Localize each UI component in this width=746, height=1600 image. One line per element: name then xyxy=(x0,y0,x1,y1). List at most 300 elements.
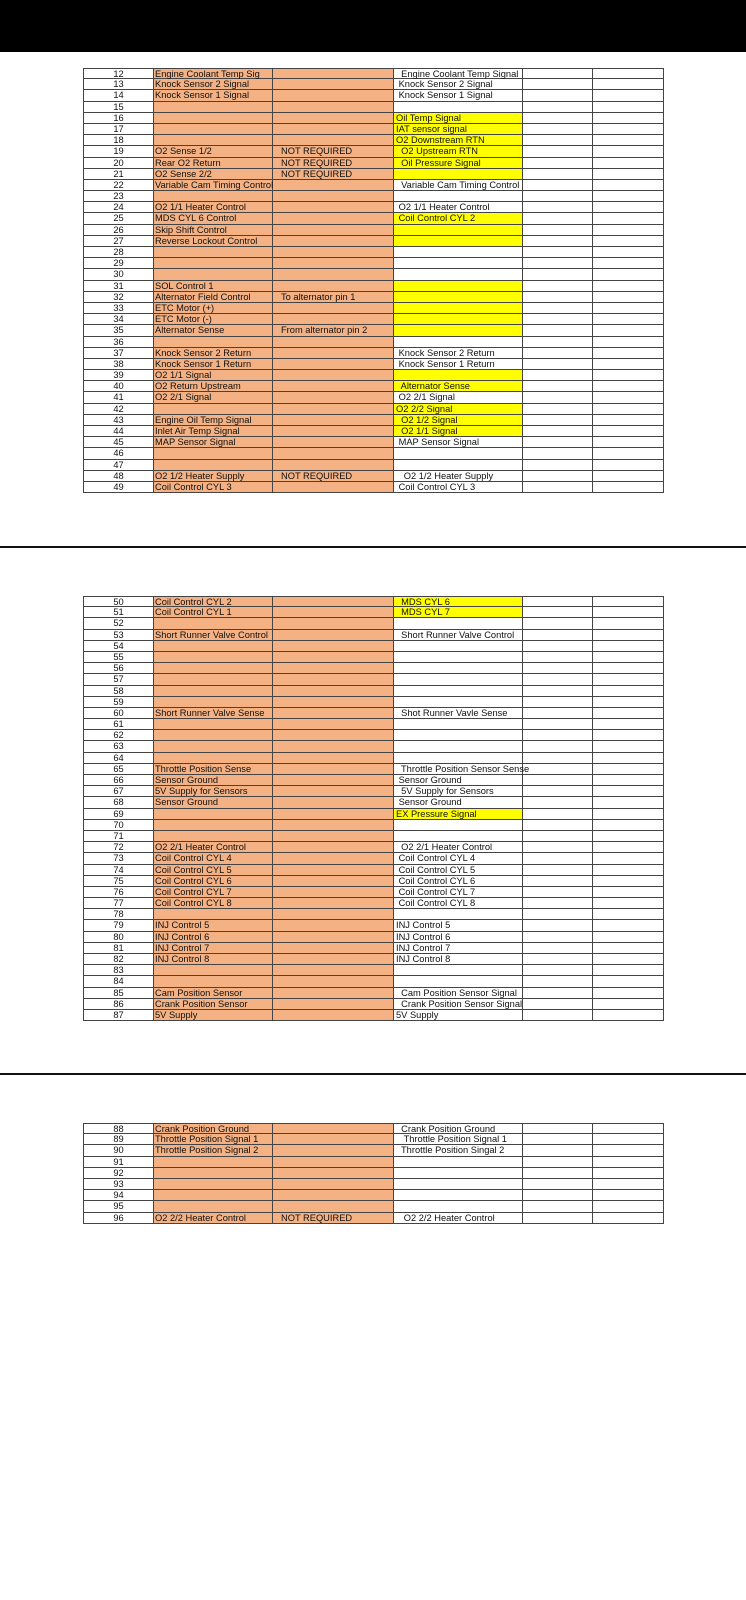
table-row xyxy=(83,842,664,853)
pin-number-cell: 67 xyxy=(83,786,154,797)
empty-cell xyxy=(593,90,664,101)
empty-cell xyxy=(593,708,664,719)
signal-name-cell: Skip Shift Control xyxy=(154,225,273,236)
signal-name-cell: Knock Sensor 1 Return xyxy=(154,359,273,370)
empty-cell xyxy=(523,831,593,842)
note-cell xyxy=(273,370,394,381)
mapped-signal-cell: Alternator Sense xyxy=(394,381,523,392)
mapped-signal-cell: O2 Downstream RTN xyxy=(394,135,523,146)
empty-cell xyxy=(523,68,593,79)
empty-cell xyxy=(593,809,664,820)
empty-cell xyxy=(593,258,664,269)
table-row xyxy=(83,113,664,124)
empty-cell xyxy=(593,988,664,999)
note-cell xyxy=(273,392,394,403)
empty-cell xyxy=(523,404,593,415)
note-cell xyxy=(273,1123,394,1134)
pinout-table-page-3 xyxy=(83,1123,664,1224)
pin-number-cell: 93 xyxy=(83,1179,154,1190)
empty-cell xyxy=(523,169,593,180)
table-row xyxy=(83,359,664,370)
mapped-signal-cell xyxy=(394,730,523,741)
note-cell xyxy=(273,415,394,426)
empty-cell xyxy=(523,1201,593,1212)
empty-cell xyxy=(523,652,593,663)
table-row xyxy=(83,303,664,314)
note-cell xyxy=(273,943,394,954)
note-cell xyxy=(273,1145,394,1156)
table-row xyxy=(83,437,664,448)
table-row xyxy=(83,630,664,641)
signal-name-cell: Inlet Air Temp Signal xyxy=(154,426,273,437)
table-row xyxy=(83,415,664,426)
table-row xyxy=(83,988,664,999)
mapped-signal-cell: Oil Temp Signal xyxy=(394,113,523,124)
empty-cell xyxy=(593,370,664,381)
mapped-signal-cell: Variable Cam Timing Control xyxy=(394,180,523,191)
empty-cell xyxy=(523,303,593,314)
table-row xyxy=(83,697,664,708)
mapped-signal-cell xyxy=(394,641,523,652)
signal-name-cell xyxy=(154,124,273,135)
mapped-signal-cell xyxy=(394,269,523,280)
pin-number-cell: 25 xyxy=(83,213,154,224)
empty-cell xyxy=(593,325,664,336)
pin-number-cell: 31 xyxy=(83,281,154,292)
signal-name-cell: O2 2/2 Heater Control xyxy=(154,1213,273,1224)
signal-name-cell: Alternator Sense xyxy=(154,325,273,336)
table-row xyxy=(83,146,664,157)
table-row xyxy=(83,247,664,258)
signal-name-cell xyxy=(154,820,273,831)
note-cell xyxy=(273,809,394,820)
signal-name-cell xyxy=(154,1168,273,1179)
mapped-signal-cell: Coil Control CYL 4 xyxy=(394,853,523,864)
empty-cell xyxy=(593,965,664,976)
mapped-signal-cell xyxy=(394,618,523,629)
signal-name-cell xyxy=(154,663,273,674)
table-row xyxy=(83,90,664,101)
mapped-signal-cell xyxy=(394,663,523,674)
pin-number-cell: 30 xyxy=(83,269,154,280)
empty-cell xyxy=(593,1168,664,1179)
empty-cell xyxy=(593,1179,664,1190)
empty-cell xyxy=(593,1123,664,1134)
mapped-signal-cell: O2 2/1 Heater Control xyxy=(394,842,523,853)
empty-cell xyxy=(523,292,593,303)
mapped-signal-cell xyxy=(394,909,523,920)
signal-name-cell: 5V Supply for Sensors xyxy=(154,786,273,797)
empty-cell xyxy=(593,169,664,180)
signal-name-cell: Alternator Field Control xyxy=(154,292,273,303)
pin-number-cell: 60 xyxy=(83,708,154,719)
signal-name-cell: O2 1/1 Heater Control xyxy=(154,202,273,213)
empty-cell xyxy=(523,337,593,348)
empty-cell xyxy=(593,898,664,909)
mapped-signal-cell xyxy=(394,831,523,842)
pin-number-cell: 47 xyxy=(83,460,154,471)
note-cell xyxy=(273,247,394,258)
signal-name-cell: Coil Control CYL 4 xyxy=(154,853,273,864)
mapped-signal-cell xyxy=(394,753,523,764)
signal-name-cell: Coil Control CYL 7 xyxy=(154,887,273,898)
mapped-signal-cell xyxy=(394,652,523,663)
signal-name-cell: 5V Supply xyxy=(154,1010,273,1021)
empty-cell xyxy=(593,853,664,864)
mapped-signal-cell: Throttle Position Singal 2 xyxy=(394,1145,523,1156)
signal-name-cell: Coil Control CYL 1 xyxy=(154,607,273,618)
pinout-table-page-1 xyxy=(83,68,664,493)
pin-number-cell: 48 xyxy=(83,471,154,482)
pin-number-cell: 24 xyxy=(83,202,154,213)
signal-name-cell: Throttle Position Sense xyxy=(154,764,273,775)
pin-number-cell: 43 xyxy=(83,415,154,426)
mapped-signal-cell: Coil Control CYL 7 xyxy=(394,887,523,898)
empty-cell xyxy=(593,876,664,887)
empty-cell xyxy=(523,943,593,954)
note-cell xyxy=(273,741,394,752)
empty-cell xyxy=(523,596,593,607)
empty-cell xyxy=(593,674,664,685)
empty-cell xyxy=(523,448,593,459)
mapped-signal-cell xyxy=(394,258,523,269)
empty-cell xyxy=(593,999,664,1010)
signal-name-cell xyxy=(154,753,273,764)
pin-number-cell: 70 xyxy=(83,820,154,831)
empty-cell xyxy=(593,820,664,831)
signal-name-cell: INJ Control 7 xyxy=(154,943,273,954)
mapped-signal-cell xyxy=(394,1201,523,1212)
table-row xyxy=(83,708,664,719)
note-cell xyxy=(273,920,394,931)
pin-number-cell: 18 xyxy=(83,135,154,146)
empty-cell xyxy=(593,348,664,359)
pin-number-cell: 34 xyxy=(83,314,154,325)
pin-number-cell: 36 xyxy=(83,337,154,348)
table-row xyxy=(83,269,664,280)
table-row xyxy=(83,471,664,482)
signal-name-cell xyxy=(154,337,273,348)
empty-cell xyxy=(523,686,593,697)
mapped-signal-cell: Sensor Ground xyxy=(394,797,523,808)
empty-cell xyxy=(523,786,593,797)
empty-cell xyxy=(593,158,664,169)
note-cell xyxy=(273,697,394,708)
mapped-signal-cell: 5V Supply for Sensors xyxy=(394,786,523,797)
empty-cell xyxy=(523,471,593,482)
note-cell xyxy=(273,102,394,113)
pin-number-cell: 83 xyxy=(83,965,154,976)
signal-name-cell: INJ Control 6 xyxy=(154,932,273,943)
empty-cell xyxy=(523,730,593,741)
signal-name-cell: Cam Position Sensor xyxy=(154,988,273,999)
pin-number-cell: 82 xyxy=(83,954,154,965)
signal-name-cell xyxy=(154,102,273,113)
empty-cell xyxy=(523,426,593,437)
mapped-signal-cell: Knock Sensor 2 Return xyxy=(394,348,523,359)
note-cell xyxy=(273,337,394,348)
signal-name-cell xyxy=(154,191,273,202)
mapped-signal-cell: O2 1/1 Signal xyxy=(394,426,523,437)
empty-cell xyxy=(523,809,593,820)
empty-cell xyxy=(523,460,593,471)
empty-cell xyxy=(523,225,593,236)
mapped-signal-cell xyxy=(394,292,523,303)
note-cell xyxy=(273,180,394,191)
note-cell xyxy=(273,708,394,719)
mapped-signal-cell xyxy=(394,448,523,459)
signal-name-cell: MDS CYL 6 Control xyxy=(154,213,273,224)
empty-cell xyxy=(593,596,664,607)
note-cell xyxy=(273,314,394,325)
note-cell xyxy=(273,1157,394,1168)
empty-cell xyxy=(523,853,593,864)
note-cell xyxy=(273,1190,394,1201)
empty-cell xyxy=(523,753,593,764)
table-row xyxy=(83,482,664,493)
mapped-signal-cell: O2 1/2 Signal xyxy=(394,415,523,426)
empty-cell xyxy=(593,730,664,741)
empty-cell xyxy=(593,932,664,943)
table-row xyxy=(83,976,664,987)
note-cell xyxy=(273,79,394,90)
empty-cell xyxy=(593,124,664,135)
pin-number-cell: 72 xyxy=(83,842,154,853)
signal-name-cell: Knock Sensor 2 Return xyxy=(154,348,273,359)
note-cell xyxy=(273,135,394,146)
note-cell xyxy=(273,1134,394,1145)
table-row xyxy=(83,764,664,775)
table-row xyxy=(83,853,664,864)
note-cell xyxy=(273,68,394,79)
table-row xyxy=(83,325,664,336)
mapped-signal-cell xyxy=(394,686,523,697)
mapped-signal-cell: O2 Upstream RTN xyxy=(394,146,523,157)
signal-name-cell: Coil Control CYL 2 xyxy=(154,596,273,607)
empty-cell xyxy=(593,764,664,775)
empty-cell xyxy=(523,719,593,730)
empty-cell xyxy=(593,225,664,236)
empty-cell xyxy=(593,1010,664,1021)
mapped-signal-cell: Knock Sensor 1 Return xyxy=(394,359,523,370)
pin-number-cell: 13 xyxy=(83,79,154,90)
mapped-signal-cell: O2 2/1 Signal xyxy=(394,392,523,403)
note-cell xyxy=(273,954,394,965)
pin-number-cell: 22 xyxy=(83,180,154,191)
table-row xyxy=(83,1010,664,1021)
empty-cell xyxy=(593,719,664,730)
pin-number-cell: 15 xyxy=(83,102,154,113)
pin-number-cell: 84 xyxy=(83,976,154,987)
pin-number-cell: 21 xyxy=(83,169,154,180)
note-cell xyxy=(273,764,394,775)
empty-cell xyxy=(593,135,664,146)
table-row xyxy=(83,392,664,403)
pin-number-cell: 66 xyxy=(83,775,154,786)
pin-number-cell: 81 xyxy=(83,943,154,954)
signal-name-cell xyxy=(154,618,273,629)
empty-cell xyxy=(523,135,593,146)
table-row xyxy=(83,898,664,909)
mapped-signal-cell xyxy=(394,1179,523,1190)
pin-number-cell: 52 xyxy=(83,618,154,629)
signal-name-cell: SOL Control 1 xyxy=(154,281,273,292)
empty-cell xyxy=(593,292,664,303)
empty-cell xyxy=(593,79,664,90)
empty-cell xyxy=(523,1190,593,1201)
note-cell xyxy=(273,831,394,842)
mapped-signal-cell xyxy=(394,697,523,708)
mapped-signal-cell: O2 1/1 Heater Control xyxy=(394,202,523,213)
pin-number-cell: 50 xyxy=(83,596,154,607)
empty-cell xyxy=(523,314,593,325)
empty-cell xyxy=(593,482,664,493)
table-row xyxy=(83,191,664,202)
signal-name-cell: O2 1/2 Heater Supply xyxy=(154,471,273,482)
note-cell xyxy=(273,853,394,864)
empty-cell xyxy=(593,618,664,629)
signal-name-cell: Short Runner Valve Control xyxy=(154,630,273,641)
empty-cell xyxy=(523,247,593,258)
pin-number-cell: 77 xyxy=(83,898,154,909)
note-cell xyxy=(273,865,394,876)
empty-cell xyxy=(523,258,593,269)
pin-number-cell: 56 xyxy=(83,663,154,674)
signal-name-cell: Knock Sensor 2 Signal xyxy=(154,79,273,90)
pin-number-cell: 37 xyxy=(83,348,154,359)
empty-cell xyxy=(593,359,664,370)
signal-name-cell: Crank Position Ground xyxy=(154,1123,273,1134)
note-cell xyxy=(273,988,394,999)
empty-cell xyxy=(523,988,593,999)
table-row xyxy=(83,135,664,146)
signal-name-cell: Coil Control CYL 3 xyxy=(154,482,273,493)
empty-cell xyxy=(523,641,593,652)
pin-number-cell: 17 xyxy=(83,124,154,135)
pin-number-cell: 85 xyxy=(83,988,154,999)
empty-cell xyxy=(593,269,664,280)
top-bar xyxy=(0,0,746,52)
empty-cell xyxy=(523,102,593,113)
mapped-signal-cell xyxy=(394,169,523,180)
note-cell xyxy=(273,730,394,741)
empty-cell xyxy=(593,460,664,471)
signal-name-cell xyxy=(154,1179,273,1190)
pin-number-cell: 78 xyxy=(83,909,154,920)
note-cell: NOT REQUIRED xyxy=(273,169,394,180)
pin-number-cell: 63 xyxy=(83,741,154,752)
signal-name-cell xyxy=(154,730,273,741)
empty-cell xyxy=(523,1157,593,1168)
pin-number-cell: 12 xyxy=(83,68,154,79)
empty-cell xyxy=(523,976,593,987)
note-cell xyxy=(273,448,394,459)
empty-cell xyxy=(523,876,593,887)
signal-name-cell: O2 2/1 Heater Control xyxy=(154,842,273,853)
pin-number-cell: 86 xyxy=(83,999,154,1010)
note-cell xyxy=(273,842,394,853)
note-cell: NOT REQUIRED xyxy=(273,146,394,157)
note-cell xyxy=(273,113,394,124)
empty-cell xyxy=(593,236,664,247)
page-divider xyxy=(0,546,746,548)
note-cell xyxy=(273,202,394,213)
empty-cell xyxy=(523,370,593,381)
pin-number-cell: 80 xyxy=(83,932,154,943)
table-row xyxy=(83,460,664,471)
pin-number-cell: 33 xyxy=(83,303,154,314)
signal-name-cell xyxy=(154,719,273,730)
signal-name-cell xyxy=(154,641,273,652)
note-cell xyxy=(273,381,394,392)
note-cell xyxy=(273,426,394,437)
note-cell xyxy=(273,887,394,898)
empty-cell xyxy=(593,1134,664,1145)
signal-name-cell: Rear O2 Return xyxy=(154,158,273,169)
mapped-signal-cell xyxy=(394,337,523,348)
empty-cell xyxy=(523,90,593,101)
pin-number-cell: 71 xyxy=(83,831,154,842)
table-row xyxy=(83,831,664,842)
mapped-signal-cell: INJ Control 6 xyxy=(394,932,523,943)
table-row xyxy=(83,1157,664,1168)
pin-number-cell: 89 xyxy=(83,1134,154,1145)
table-row xyxy=(83,719,664,730)
mapped-signal-cell: O2 2/2 Heater Control xyxy=(394,1213,523,1224)
note-cell xyxy=(273,686,394,697)
note-cell xyxy=(273,775,394,786)
empty-cell xyxy=(593,202,664,213)
table-row xyxy=(83,920,664,931)
table-row xyxy=(83,202,664,213)
note-cell xyxy=(273,269,394,280)
note-cell xyxy=(273,191,394,202)
empty-cell xyxy=(523,999,593,1010)
empty-cell xyxy=(523,1179,593,1190)
table-row xyxy=(83,370,664,381)
signal-name-cell: ETC Motor (+) xyxy=(154,303,273,314)
empty-cell xyxy=(593,102,664,113)
pin-number-cell: 95 xyxy=(83,1201,154,1212)
mapped-signal-cell: Cam Position Sensor Signal xyxy=(394,988,523,999)
mapped-signal-cell xyxy=(394,976,523,987)
mapped-signal-cell xyxy=(394,719,523,730)
mapped-signal-cell xyxy=(394,102,523,113)
empty-cell xyxy=(523,630,593,641)
empty-cell xyxy=(523,898,593,909)
empty-cell xyxy=(593,314,664,325)
note-cell xyxy=(273,124,394,135)
table-row xyxy=(83,741,664,752)
pin-number-cell: 62 xyxy=(83,730,154,741)
table-row xyxy=(83,753,664,764)
empty-cell xyxy=(523,1168,593,1179)
pin-number-cell: 27 xyxy=(83,236,154,247)
note-cell xyxy=(273,1179,394,1190)
empty-cell xyxy=(593,247,664,258)
note-cell xyxy=(273,876,394,887)
mapped-signal-cell xyxy=(394,236,523,247)
table-row xyxy=(83,102,664,113)
empty-cell xyxy=(593,943,664,954)
signal-name-cell xyxy=(154,1157,273,1168)
table-row xyxy=(83,1145,664,1156)
note-cell xyxy=(273,258,394,269)
signal-name-cell: Reverse Lockout Control xyxy=(154,236,273,247)
empty-cell xyxy=(523,348,593,359)
signal-name-cell xyxy=(154,809,273,820)
empty-cell xyxy=(523,113,593,124)
